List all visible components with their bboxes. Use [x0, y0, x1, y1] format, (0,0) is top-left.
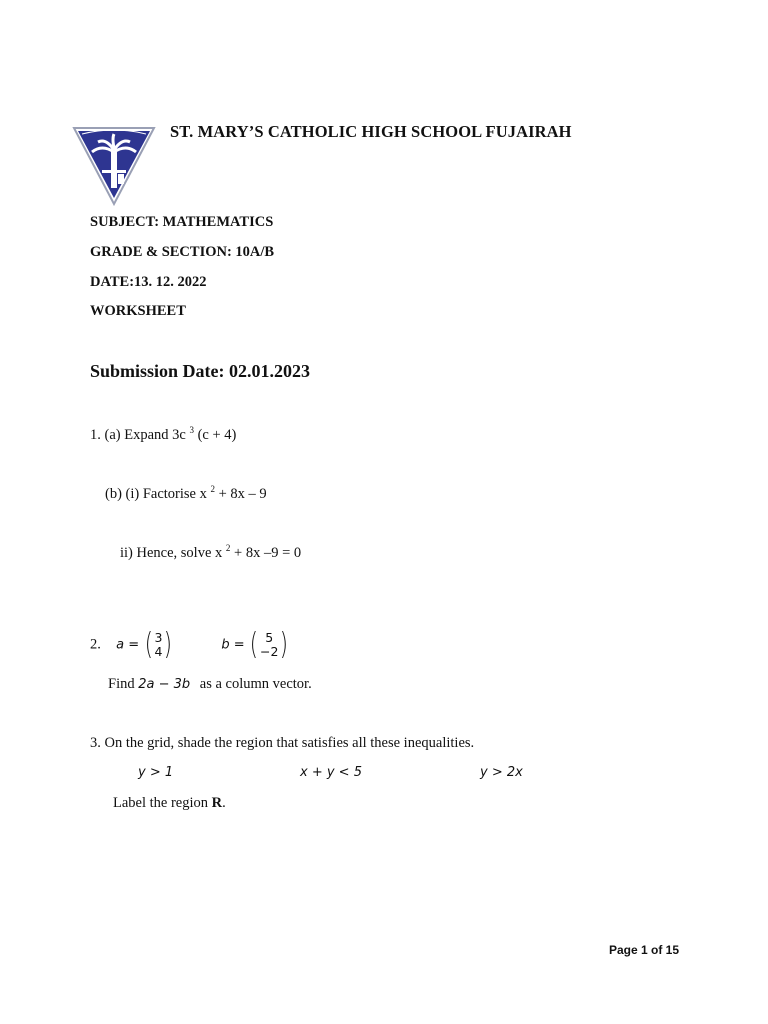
vector-a-label: a = — [116, 637, 140, 653]
inequality-1: y > 1 — [138, 765, 174, 780]
date-line: DATE:13. 12. 2022 — [90, 274, 207, 290]
inequality-3: y > 2x — [480, 765, 523, 780]
grade-line: GRADE & SECTION: 10A/B — [90, 244, 275, 260]
q1a-text: 1. (a) Expand 3c — [90, 427, 190, 443]
inequality-2: x + y < 5 — [300, 765, 362, 780]
q1b-text: (b) (i) Factorise x — [105, 486, 211, 502]
worksheet-line: WORKSHEET — [90, 303, 186, 319]
school-name: ST. MARY’S CATHOLIC HIGH SCHOOL FUJAIRAH — [170, 122, 572, 141]
vector-a-top: 3 — [154, 630, 163, 645]
vector-b-bottom: −2 — [260, 644, 279, 659]
q1c-text-end: + 8x –9 = 0 — [230, 545, 302, 561]
vector-b-label: b = — [221, 637, 245, 653]
question-1b-i — [105, 484, 267, 503]
vector-b: ( 5 −2 ) — [250, 627, 289, 662]
q1b-text-end: + 8x – 9 — [215, 486, 267, 502]
vector-a-bottom: 4 — [154, 644, 163, 659]
q3-region-letter: R — [211, 795, 223, 811]
q2-number: 2. — [90, 636, 101, 653]
q1a-text-end: (c + 4) — [193, 427, 237, 443]
label-region-instruction — [113, 795, 226, 812]
q1c-text: ii) Hence, solve x — [120, 545, 226, 561]
question-2 — [90, 627, 290, 662]
vector-a: ( 3 4 ) — [144, 627, 173, 662]
q2-expression: 2a − 3b — [138, 677, 191, 692]
crest-icon — [72, 126, 156, 208]
question-1b-ii — [120, 543, 301, 562]
question-2-instruction — [108, 676, 312, 693]
question-3: 3. On the grid, shade the region that satisfies all these inequalities. — [90, 735, 475, 751]
q1a-exponent: 3 — [189, 425, 194, 435]
q1b-exponent: 2 — [210, 484, 215, 494]
subject-line: SUBJECT: MATHEMATICS — [90, 214, 274, 230]
q2-find-suffix: as a column vector. — [199, 676, 312, 692]
vector-b-top: 5 — [265, 630, 274, 645]
q1c-exponent: 2 — [225, 543, 231, 553]
school-logo — [72, 126, 156, 208]
q3-label-text: Label the region — [113, 795, 212, 811]
submission-date: Submission Date: 02.01.2023 — [90, 361, 311, 381]
q3-label-period: . — [222, 795, 226, 811]
q2-find-text: Find — [108, 676, 139, 692]
page-number: Page 1 of 15 — [609, 943, 680, 957]
question-1a — [90, 425, 236, 444]
